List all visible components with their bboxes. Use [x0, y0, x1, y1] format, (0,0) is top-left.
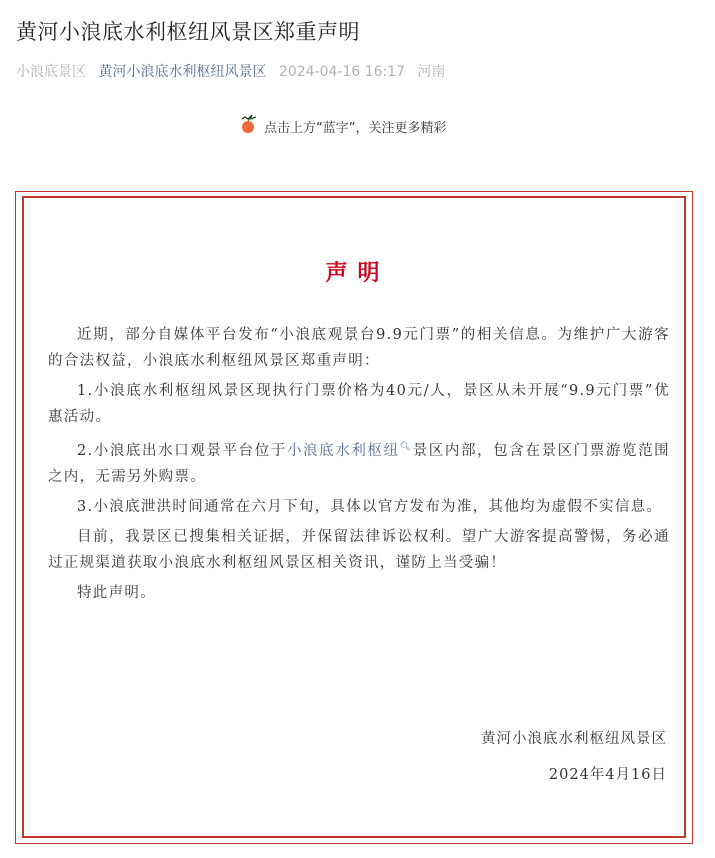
meta-datetime: 2024-04-16 16:17 — [278, 64, 406, 80]
item-2-after: 景区内部，包含在景区门票游览范围之内，无需另外购票。 — [48, 442, 670, 485]
meta-account-link[interactable]: 黄河小浪底水利枢纽风景区 — [98, 64, 267, 80]
statement-closing: 特此声明。 — [77, 584, 156, 601]
statement-item-2 — [48, 434, 670, 490]
item-2-before: 2.小浪底出水口观景平台位于 — [77, 442, 287, 459]
search-icon[interactable]: 🔍︎ — [399, 442, 413, 452]
statement-heading: 声明 — [325, 260, 390, 286]
bird-peach-icon — [236, 113, 264, 139]
meta-source: 小浪底景区 — [16, 64, 86, 80]
statement-warning: 目前，我景区已搜集相关证据，并保留法律诉讼权利。望广大游客提高警惕，务必通过正规渠道获取小浪底水利枢纽风景区相关资讯，谨防上当受骗！ — [48, 528, 670, 571]
statement-intro: 近期，部分自媒体平台发布“小浪底观景台9.9元门票”的相关信息。为维护广大游客的合法权益，小浪底水利枢纽风景区郑重声明： — [48, 327, 670, 369]
article-title: 黄河小浪底水利枢纽风景区郑重声明 — [16, 20, 360, 44]
meta-location: 河南 — [417, 64, 446, 80]
follow-prompt-text: 点击上方“蓝字”，关注更多精彩 — [264, 120, 447, 136]
statement-body — [48, 322, 670, 610]
follow-prompt — [236, 113, 446, 139]
article-meta — [16, 61, 446, 81]
statement-date: 2024年4月16日 — [548, 767, 667, 783]
statement-item-3: 3.小浪底泄洪时间通常在六月下旬，具体以官方发布为准，其他均为虚假不实信息。 — [77, 498, 663, 515]
statement-signature: 黄河小浪底水利枢纽风景区 — [481, 731, 667, 747]
statement-item-1: 1.小浪底水利枢纽风景区现执行门票价格为40元/人，景区从未开展“9.9元门票”优惠活动。 — [48, 383, 670, 425]
search-link[interactable]: 小浪底水利枢纽 — [286, 442, 400, 459]
